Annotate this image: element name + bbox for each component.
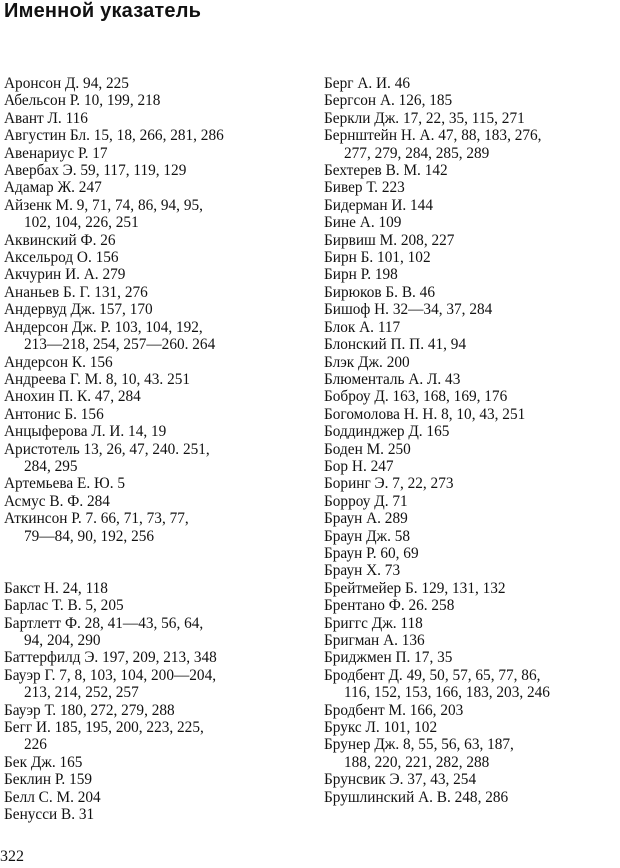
index-entry-line: Брентано Ф. 26. 258 bbox=[324, 597, 455, 615]
index-entry-line: Блонский П. П. 41, 94 bbox=[324, 336, 467, 354]
index-entry-line: Бауэр Г. 7, 8, 103, 104, 200—204, bbox=[4, 666, 217, 684]
index-entry bbox=[324, 214, 620, 231]
index-entry bbox=[324, 458, 620, 475]
index-entry-line: Борроу Д. 71 bbox=[324, 492, 408, 510]
index-entry-line: Августин Бл. 15, 18, 266, 281, 286 bbox=[4, 127, 224, 145]
index-entry-line: Бродбент Д. 49, 50, 57, 65, 77, 86, bbox=[324, 666, 541, 684]
index-entry-line: Браун Р. 60, 69 bbox=[324, 544, 419, 562]
index-entry-line: Браун Дж. 58 bbox=[324, 527, 411, 545]
index-entry-line: Авенариус Р. 17 bbox=[4, 144, 108, 162]
index-entry-line: Беклин Р. 159 bbox=[4, 771, 93, 789]
index-entry-line: Акчурин И. А. 279 bbox=[4, 266, 126, 284]
index-entry bbox=[324, 354, 620, 371]
index-entry bbox=[324, 580, 620, 597]
index-entry bbox=[324, 110, 620, 127]
index-entry bbox=[324, 702, 620, 719]
index-entry-line: Бек Дж. 165 bbox=[4, 753, 83, 771]
index-entry bbox=[324, 597, 620, 614]
index-entry bbox=[324, 719, 620, 736]
index-entry-continuation: 116, 152, 153, 166, 183, 203, 246 bbox=[344, 684, 550, 702]
index-entry-line: Айзенк М. 9, 71, 74, 86, 94, 95, bbox=[4, 196, 203, 214]
index-entry-line: Брукс Л. 101, 102 bbox=[324, 719, 438, 737]
index-entry-line: Адамар Ж. 247 bbox=[4, 179, 102, 197]
index-entry bbox=[4, 806, 300, 823]
page-title: Именной указатель bbox=[4, 0, 202, 22]
index-entry-line: Брунсвик Э. 37, 43, 254 bbox=[324, 771, 477, 789]
index-entry-line: Боброу Д. 163, 168, 169, 176 bbox=[324, 388, 508, 406]
index-entry-line: Антонис Б. 156 bbox=[4, 405, 104, 423]
index-entry-line: Аксельрод О. 156 bbox=[4, 249, 119, 267]
index-entry-line: Бидерман И. 144 bbox=[324, 196, 433, 214]
index-entry-line: Андерсон Дж. Р. 103, 104, 192, bbox=[4, 318, 203, 336]
index-entry-line: Бенусси В. 31 bbox=[4, 806, 95, 824]
index-entry bbox=[4, 197, 300, 232]
index-entry-continuation: 188, 220, 221, 282, 288 bbox=[344, 753, 490, 771]
index-entry-line: Блок А. 117 bbox=[324, 318, 401, 336]
index-entry-line: Бирвиш М. 208, 227 bbox=[324, 231, 455, 249]
index-entry bbox=[4, 510, 300, 545]
index-entry-line: Бегг И. 185, 195, 200, 223, 225, bbox=[4, 719, 204, 737]
index-entry-continuation: 284, 295 bbox=[24, 457, 78, 475]
index-entry bbox=[324, 197, 620, 214]
index-entry-line: Берг А. И. 46 bbox=[324, 75, 411, 92]
index-entry-line: Анохин П. К. 47, 284 bbox=[4, 388, 141, 406]
index-entry bbox=[4, 301, 300, 318]
index-entry bbox=[324, 632, 620, 649]
index-entry-line: Брушлинский А. В. 248, 286 bbox=[324, 788, 509, 806]
index-entry bbox=[324, 371, 620, 388]
index-entry bbox=[4, 702, 300, 719]
index-entry bbox=[4, 754, 300, 771]
index-entry-line: Белл С. М. 204 bbox=[4, 788, 101, 806]
index-entry-line: Бирн Б. 101, 102 bbox=[324, 249, 431, 267]
index-entry-line: Бергсон А. 126, 185 bbox=[324, 92, 453, 110]
index-entry-continuation: 213, 214, 252, 257 bbox=[24, 684, 139, 702]
index-entry-line: Брунер Дж. 8, 55, 56, 63, 187, bbox=[324, 736, 514, 754]
index-entry-line: Аронсон Д. 94, 225 bbox=[4, 75, 129, 92]
index-entry bbox=[4, 354, 300, 371]
index-entry bbox=[324, 771, 620, 788]
index-entry bbox=[324, 127, 620, 162]
index-entry-continuation: 277, 279, 284, 285, 289 bbox=[344, 144, 490, 162]
index-entry bbox=[324, 789, 620, 806]
index-entry bbox=[324, 736, 620, 771]
index-entry bbox=[324, 406, 620, 423]
index-entry-line: Бриджмен П. 17, 35 bbox=[324, 649, 453, 667]
index-entry bbox=[4, 388, 300, 405]
index-entry-line: Бернштейн Н. А. 47, 88, 183, 276, bbox=[324, 127, 542, 145]
index-entry bbox=[324, 162, 620, 179]
index-entry-line: Бирн Р. 198 bbox=[324, 266, 398, 284]
index-entry-line: Баттерфилд Э. 197, 209, 213, 348 bbox=[4, 649, 217, 667]
index-column-right bbox=[324, 75, 620, 806]
index-entry-line: Блюменталь А. Л. 43 bbox=[324, 370, 461, 388]
index-entry bbox=[4, 441, 300, 476]
index-entry-line: Бакст Н. 24, 118 bbox=[4, 579, 108, 597]
index-entry-line: Андерсон К. 156 bbox=[4, 353, 113, 371]
index-entry-continuation: 102, 104, 226, 251 bbox=[24, 214, 139, 232]
index-entry bbox=[324, 667, 620, 702]
index-entry bbox=[4, 406, 300, 423]
index-entry bbox=[4, 771, 300, 788]
index-entry bbox=[4, 127, 300, 144]
index-entry-line: Бартлетт Ф. 28, 41—43, 56, 64, bbox=[4, 614, 204, 632]
index-entry bbox=[4, 667, 300, 702]
index-entry bbox=[324, 319, 620, 336]
index-entry bbox=[4, 179, 300, 196]
index-entry-line: Андервуд Дж. 157, 170 bbox=[4, 301, 153, 319]
page-number: 322 bbox=[0, 848, 24, 865]
index-entry-line: Бауэр Т. 180, 272, 279, 288 bbox=[4, 701, 175, 719]
index-entry bbox=[324, 75, 620, 92]
index-entry bbox=[324, 545, 620, 562]
index-entry bbox=[324, 266, 620, 283]
index-entry-line: Аквинский Ф. 26 bbox=[4, 231, 116, 249]
index-entry-line: Блэк Дж. 200 bbox=[324, 353, 410, 371]
index-entry-line: Асмус В. Ф. 284 bbox=[4, 492, 110, 510]
index-entry bbox=[4, 92, 300, 109]
index-entry bbox=[324, 528, 620, 545]
index-entry bbox=[4, 493, 300, 510]
index-entry-line: Боддинджер Д. 165 bbox=[324, 423, 450, 441]
index-entry-line: Браун Х. 73 bbox=[324, 562, 401, 580]
letter-section-gap bbox=[4, 545, 300, 580]
index-entry bbox=[4, 284, 300, 301]
index-entry-continuation: 213—218, 254, 257—260. 264 bbox=[24, 336, 216, 354]
index-entry bbox=[4, 110, 300, 127]
index-column-left bbox=[4, 75, 300, 823]
index-entry-line: Бишоф Н. 32—34, 37, 284 bbox=[324, 301, 493, 319]
index-entry-line: Богомолова Н. Н. 8, 10, 43, 251 bbox=[324, 405, 526, 423]
index-entry-line: Бригман А. 136 bbox=[324, 632, 425, 649]
index-entry-continuation: 79—84, 90, 192, 256 bbox=[24, 527, 155, 545]
index-entry bbox=[324, 301, 620, 318]
index-entry bbox=[4, 249, 300, 266]
index-entry bbox=[324, 441, 620, 458]
index-entry bbox=[4, 615, 300, 650]
index-entry bbox=[324, 179, 620, 196]
index-entry bbox=[324, 562, 620, 579]
index-entry-line: Аристотель 13, 26, 47, 240. 251, bbox=[4, 440, 210, 458]
index-entry-continuation: 226 bbox=[24, 736, 47, 754]
index-entry bbox=[324, 284, 620, 301]
index-entry-line: Бриггс Дж. 118 bbox=[324, 614, 423, 632]
index-entry-line: Беркли Дж. 17, 22, 35, 115, 271 bbox=[324, 109, 525, 127]
index-entry-line: Браун А. 289 bbox=[324, 510, 408, 528]
index-entry-line: Бор Н. 247 bbox=[324, 457, 394, 475]
index-entry bbox=[324, 388, 620, 405]
index-entry-line: Брейтмейер Б. 129, 131, 132 bbox=[324, 579, 506, 597]
index-entry bbox=[4, 719, 300, 754]
index-entry-line: Авант Л. 116 bbox=[4, 109, 88, 127]
index-entry bbox=[324, 475, 620, 492]
index-entry bbox=[4, 145, 300, 162]
index-entry-line: Артемьева Е. Ю. 5 bbox=[4, 475, 126, 493]
index-entry-line: Аткинсон Р. 7. 66, 71, 73, 77, bbox=[4, 510, 189, 528]
index-entry-line: Барлас Т. В. 5, 205 bbox=[4, 597, 124, 615]
index-entry-line: Бирюков Б. В. 46 bbox=[324, 283, 435, 301]
index-entry-line: Боден М. 250 bbox=[324, 440, 411, 458]
index-entry-line: Бине А. 109 bbox=[324, 214, 402, 232]
index-entry-line: Анцыферова Л. И. 14, 19 bbox=[4, 423, 167, 441]
index-entry-line: Авербах Э. 59, 117, 119, 129 bbox=[4, 162, 187, 180]
index-entry bbox=[324, 510, 620, 527]
index-entry bbox=[4, 789, 300, 806]
index-entry bbox=[324, 232, 620, 249]
index-entry bbox=[324, 423, 620, 440]
index-entry bbox=[4, 75, 300, 92]
index-entry bbox=[4, 649, 300, 666]
index-entry bbox=[4, 475, 300, 492]
index-entry bbox=[4, 319, 300, 354]
index-entry bbox=[4, 580, 300, 597]
index-entry-line: Боринг Э. 7, 22, 273 bbox=[324, 475, 454, 493]
index-entry-continuation: 94, 204, 290 bbox=[24, 631, 101, 649]
index-entry-line: Ананьев Б. Г. 131, 276 bbox=[4, 283, 148, 301]
index-entry-line: Бивер Т. 223 bbox=[324, 179, 405, 197]
index-entry-line: Абельсон Р. 10, 199, 218 bbox=[4, 92, 161, 110]
index-entry bbox=[4, 597, 300, 614]
index-entry bbox=[324, 249, 620, 266]
index-entry bbox=[4, 232, 300, 249]
index-entry-line: Андреева Г. М. 8, 10, 43. 251 bbox=[4, 370, 191, 388]
index-entry bbox=[4, 162, 300, 179]
index-entry-line: Бехтерев В. М. 142 bbox=[324, 162, 448, 180]
index-entry bbox=[324, 336, 620, 353]
index-entry bbox=[324, 615, 620, 632]
index-entry-line: Бродбент М. 166, 203 bbox=[324, 701, 464, 719]
index-entry bbox=[4, 266, 300, 283]
index-entry bbox=[324, 493, 620, 510]
index-entry bbox=[4, 423, 300, 440]
index-entry bbox=[324, 92, 620, 109]
index-entry bbox=[4, 371, 300, 388]
index-entry bbox=[324, 649, 620, 666]
